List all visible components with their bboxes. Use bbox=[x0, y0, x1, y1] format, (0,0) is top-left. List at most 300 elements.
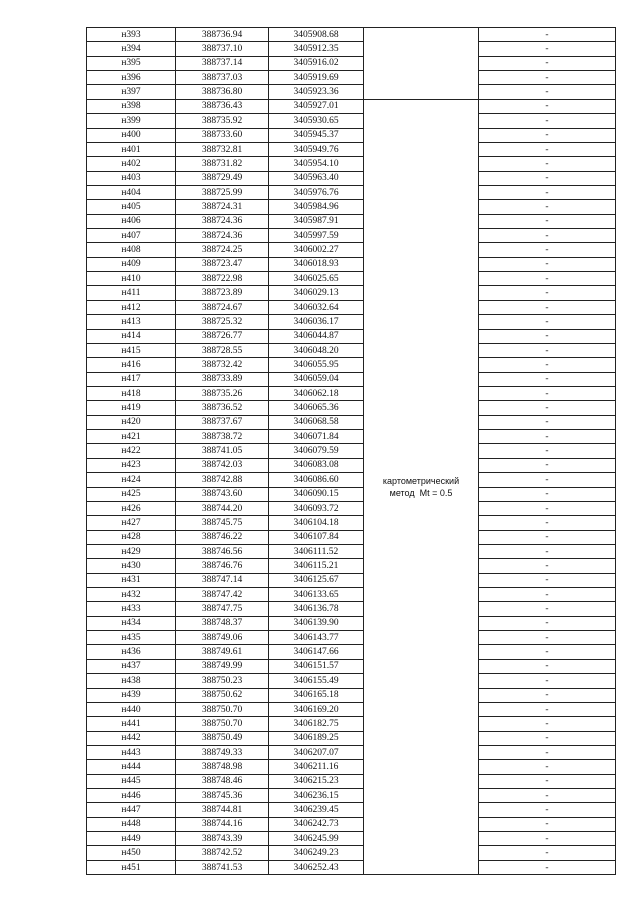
coordinate-y-cell: 3406104.18 bbox=[269, 516, 364, 530]
coordinate-x-cell: 388744.81 bbox=[176, 803, 269, 817]
table-row bbox=[87, 731, 616, 745]
table-row bbox=[87, 185, 616, 199]
coordinate-x-cell: 388737.14 bbox=[176, 56, 269, 70]
table-row bbox=[87, 42, 616, 56]
point-id-cell: н437 bbox=[87, 659, 176, 673]
table-row bbox=[87, 415, 616, 429]
table-row bbox=[87, 71, 616, 85]
coordinate-y-cell: 3406086.60 bbox=[269, 473, 364, 487]
coordinate-y-cell: 3406143.77 bbox=[269, 631, 364, 645]
coordinate-y-cell: 3406111.52 bbox=[269, 544, 364, 558]
coordinate-y-cell: 3406115.21 bbox=[269, 559, 364, 573]
accuracy-dash-cell: - bbox=[479, 157, 616, 171]
coordinate-x-cell: 388735.92 bbox=[176, 114, 269, 128]
point-id-cell: н450 bbox=[87, 846, 176, 860]
accuracy-dash-cell: - bbox=[479, 803, 616, 817]
accuracy-dash-cell: - bbox=[479, 473, 616, 487]
table-row bbox=[87, 300, 616, 314]
point-id-cell: н422 bbox=[87, 444, 176, 458]
point-id-cell: н415 bbox=[87, 343, 176, 357]
table-row bbox=[87, 171, 616, 185]
coordinate-x-cell: 388747.75 bbox=[176, 602, 269, 616]
point-id-cell: н446 bbox=[87, 789, 176, 803]
point-id-cell: н451 bbox=[87, 860, 176, 874]
coordinate-x-cell: 388750.70 bbox=[176, 702, 269, 716]
table-row bbox=[87, 28, 616, 42]
coordinate-x-cell: 388745.75 bbox=[176, 516, 269, 530]
coordinate-y-cell: 3405927.01 bbox=[269, 99, 364, 113]
coordinate-x-cell: 388732.42 bbox=[176, 358, 269, 372]
accuracy-dash-cell: - bbox=[479, 745, 616, 759]
coordinate-x-cell: 388738.72 bbox=[176, 430, 269, 444]
point-id-cell: н401 bbox=[87, 142, 176, 156]
accuracy-dash-cell: - bbox=[479, 789, 616, 803]
coordinate-x-cell: 388726.77 bbox=[176, 329, 269, 343]
coordinate-x-cell: 388749.33 bbox=[176, 745, 269, 759]
coordinate-y-cell: 3406018.93 bbox=[269, 257, 364, 271]
table-row bbox=[87, 315, 616, 329]
coordinate-x-cell: 388725.32 bbox=[176, 315, 269, 329]
point-id-cell: н421 bbox=[87, 430, 176, 444]
accuracy-dash-cell: - bbox=[479, 674, 616, 688]
table-row bbox=[87, 458, 616, 472]
table-row bbox=[87, 659, 616, 673]
coordinate-x-cell: 388722.98 bbox=[176, 272, 269, 286]
coordinate-x-cell: 388736.52 bbox=[176, 401, 269, 415]
accuracy-dash-cell: - bbox=[479, 516, 616, 530]
accuracy-dash-cell: - bbox=[479, 85, 616, 99]
table-row bbox=[87, 674, 616, 688]
accuracy-dash-cell: - bbox=[479, 631, 616, 645]
accuracy-dash-cell: - bbox=[479, 415, 616, 429]
coordinate-y-cell: 3406147.66 bbox=[269, 645, 364, 659]
coordinate-x-cell: 388743.39 bbox=[176, 832, 269, 846]
coordinate-y-cell: 3405945.37 bbox=[269, 128, 364, 142]
accuracy-dash-cell: - bbox=[479, 128, 616, 142]
coordinate-x-cell: 388744.20 bbox=[176, 501, 269, 515]
accuracy-dash-cell: - bbox=[479, 760, 616, 774]
coordinate-y-cell: 3406165.18 bbox=[269, 688, 364, 702]
accuracy-dash-cell: - bbox=[479, 430, 616, 444]
coordinate-x-cell: 388737.67 bbox=[176, 415, 269, 429]
coordinate-y-cell: 3406151.57 bbox=[269, 659, 364, 673]
accuracy-dash-cell: - bbox=[479, 214, 616, 228]
table-row bbox=[87, 760, 616, 774]
coordinate-y-cell: 3406207.07 bbox=[269, 745, 364, 759]
accuracy-dash-cell: - bbox=[479, 717, 616, 731]
table-row bbox=[87, 688, 616, 702]
coordinate-y-cell: 3406025.65 bbox=[269, 272, 364, 286]
coordinate-y-cell: 3406107.84 bbox=[269, 530, 364, 544]
coordinate-x-cell: 388736.43 bbox=[176, 99, 269, 113]
coordinate-x-cell: 388732.81 bbox=[176, 142, 269, 156]
coordinate-y-cell: 3406182.75 bbox=[269, 717, 364, 731]
point-id-cell: н409 bbox=[87, 257, 176, 271]
coordinate-y-cell: 3406211.16 bbox=[269, 760, 364, 774]
coordinate-y-cell: 3405919.69 bbox=[269, 71, 364, 85]
coordinate-y-cell: 3406079.59 bbox=[269, 444, 364, 458]
coordinate-y-cell: 3406245.99 bbox=[269, 832, 364, 846]
accuracy-dash-cell: - bbox=[479, 501, 616, 515]
coordinate-x-cell: 388725.99 bbox=[176, 185, 269, 199]
point-id-cell: н408 bbox=[87, 243, 176, 257]
point-id-cell: н399 bbox=[87, 114, 176, 128]
coordinate-x-cell: 388750.23 bbox=[176, 674, 269, 688]
coordinate-x-cell: 388733.89 bbox=[176, 372, 269, 386]
accuracy-dash-cell: - bbox=[479, 702, 616, 716]
point-id-cell: н418 bbox=[87, 386, 176, 400]
coordinate-y-cell: 3406125.67 bbox=[269, 573, 364, 587]
coordinate-y-cell: 3405984.96 bbox=[269, 200, 364, 214]
accuracy-dash-cell: - bbox=[479, 229, 616, 243]
coordinate-x-cell: 388724.67 bbox=[176, 300, 269, 314]
coordinate-y-cell: 3406059.04 bbox=[269, 372, 364, 386]
point-id-cell: н423 bbox=[87, 458, 176, 472]
table-row bbox=[87, 200, 616, 214]
accuracy-dash-cell: - bbox=[479, 616, 616, 630]
coordinate-x-cell: 388750.49 bbox=[176, 731, 269, 745]
coordinate-y-cell: 3406215.23 bbox=[269, 774, 364, 788]
point-id-cell: н426 bbox=[87, 501, 176, 515]
accuracy-dash-cell: - bbox=[479, 372, 616, 386]
point-id-cell: н414 bbox=[87, 329, 176, 343]
coordinate-y-cell: 3406136.78 bbox=[269, 602, 364, 616]
table-row bbox=[87, 56, 616, 70]
table-row bbox=[87, 631, 616, 645]
point-id-cell: н420 bbox=[87, 415, 176, 429]
table-row bbox=[87, 85, 616, 99]
table-row bbox=[87, 789, 616, 803]
coordinate-x-cell: 388749.61 bbox=[176, 645, 269, 659]
table-row bbox=[87, 559, 616, 573]
point-id-cell: н444 bbox=[87, 760, 176, 774]
accuracy-dash-cell: - bbox=[479, 659, 616, 673]
method-label-line2: метод Mt = 0.5 bbox=[389, 488, 453, 498]
point-id-cell: н429 bbox=[87, 544, 176, 558]
point-id-cell: н438 bbox=[87, 674, 176, 688]
coordinate-x-cell: 388745.36 bbox=[176, 789, 269, 803]
point-id-cell: н405 bbox=[87, 200, 176, 214]
table-row bbox=[87, 832, 616, 846]
point-id-cell: н428 bbox=[87, 530, 176, 544]
coordinate-y-cell: 3406048.20 bbox=[269, 343, 364, 357]
accuracy-dash-cell: - bbox=[479, 243, 616, 257]
table-row bbox=[87, 358, 616, 372]
accuracy-dash-cell: - bbox=[479, 573, 616, 587]
table-row bbox=[87, 774, 616, 788]
table-row bbox=[87, 444, 616, 458]
accuracy-dash-cell: - bbox=[479, 286, 616, 300]
coordinate-x-cell: 388742.03 bbox=[176, 458, 269, 472]
accuracy-dash-cell: - bbox=[479, 185, 616, 199]
accuracy-dash-cell: - bbox=[479, 559, 616, 573]
accuracy-dash-cell: - bbox=[479, 272, 616, 286]
table-row bbox=[87, 645, 616, 659]
table-row bbox=[87, 286, 616, 300]
table-row bbox=[87, 372, 616, 386]
coordinate-y-cell: 3406155.49 bbox=[269, 674, 364, 688]
coordinate-x-cell: 388742.88 bbox=[176, 473, 269, 487]
table-row bbox=[87, 343, 616, 357]
coordinate-x-cell: 388736.80 bbox=[176, 85, 269, 99]
table-row bbox=[87, 229, 616, 243]
coordinate-x-cell: 388743.60 bbox=[176, 487, 269, 501]
coordinate-y-cell: 3406236.15 bbox=[269, 789, 364, 803]
accuracy-dash-cell: - bbox=[479, 774, 616, 788]
coordinates-table bbox=[86, 27, 616, 875]
coordinate-y-cell: 3406093.72 bbox=[269, 501, 364, 515]
table-row bbox=[87, 501, 616, 515]
coordinate-y-cell: 3406090.15 bbox=[269, 487, 364, 501]
accuracy-dash-cell: - bbox=[479, 56, 616, 70]
point-id-cell: н406 bbox=[87, 214, 176, 228]
accuracy-dash-cell: - bbox=[479, 329, 616, 343]
coordinate-x-cell: 388723.89 bbox=[176, 286, 269, 300]
point-id-cell: н443 bbox=[87, 745, 176, 759]
coordinate-x-cell: 388731.82 bbox=[176, 157, 269, 171]
coordinate-y-cell: 3406071.84 bbox=[269, 430, 364, 444]
accuracy-dash-cell: - bbox=[479, 300, 616, 314]
table-row bbox=[87, 717, 616, 731]
point-id-cell: н393 bbox=[87, 28, 176, 42]
table-row bbox=[87, 430, 616, 444]
accuracy-dash-cell: - bbox=[479, 114, 616, 128]
coordinate-x-cell: 388724.36 bbox=[176, 229, 269, 243]
table-row bbox=[87, 516, 616, 530]
accuracy-dash-cell: - bbox=[479, 530, 616, 544]
coordinate-y-cell: 3406133.65 bbox=[269, 588, 364, 602]
coordinate-y-cell: 3406252.43 bbox=[269, 860, 364, 874]
coordinate-x-cell: 388747.42 bbox=[176, 588, 269, 602]
point-id-cell: н412 bbox=[87, 300, 176, 314]
coordinate-y-cell: 3405987.91 bbox=[269, 214, 364, 228]
accuracy-dash-cell: - bbox=[479, 71, 616, 85]
accuracy-dash-cell: - bbox=[479, 200, 616, 214]
accuracy-dash-cell: - bbox=[479, 142, 616, 156]
accuracy-dash-cell: - bbox=[479, 731, 616, 745]
accuracy-dash-cell: - bbox=[479, 860, 616, 874]
coordinate-x-cell: 388746.22 bbox=[176, 530, 269, 544]
point-id-cell: н436 bbox=[87, 645, 176, 659]
accuracy-dash-cell: - bbox=[479, 42, 616, 56]
coordinate-x-cell: 388746.56 bbox=[176, 544, 269, 558]
point-id-cell: н435 bbox=[87, 631, 176, 645]
coordinate-x-cell: 388748.98 bbox=[176, 760, 269, 774]
accuracy-dash-cell: - bbox=[479, 645, 616, 659]
coordinate-x-cell: 388729.49 bbox=[176, 171, 269, 185]
accuracy-dash-cell: - bbox=[479, 401, 616, 415]
method-cell bbox=[364, 99, 479, 874]
table-row bbox=[87, 803, 616, 817]
point-id-cell: н424 bbox=[87, 473, 176, 487]
coordinate-x-cell: 388737.03 bbox=[176, 71, 269, 85]
coordinate-x-cell: 388724.36 bbox=[176, 214, 269, 228]
table-row bbox=[87, 860, 616, 874]
point-id-cell: н395 bbox=[87, 56, 176, 70]
point-id-cell: н430 bbox=[87, 559, 176, 573]
accuracy-dash-cell: - bbox=[479, 358, 616, 372]
point-id-cell: н397 bbox=[87, 85, 176, 99]
coordinate-x-cell: 388748.37 bbox=[176, 616, 269, 630]
coordinate-x-cell: 388724.31 bbox=[176, 200, 269, 214]
accuracy-dash-cell: - bbox=[479, 28, 616, 42]
coordinate-x-cell: 388747.14 bbox=[176, 573, 269, 587]
point-id-cell: н410 bbox=[87, 272, 176, 286]
point-id-cell: н416 bbox=[87, 358, 176, 372]
point-id-cell: н413 bbox=[87, 315, 176, 329]
table-row bbox=[87, 745, 616, 759]
point-id-cell: н434 bbox=[87, 616, 176, 630]
coordinate-x-cell: 388736.94 bbox=[176, 28, 269, 42]
point-id-cell: н427 bbox=[87, 516, 176, 530]
point-id-cell: н404 bbox=[87, 185, 176, 199]
coordinate-y-cell: 3406029.13 bbox=[269, 286, 364, 300]
coordinates-table-body bbox=[87, 28, 616, 875]
table-row bbox=[87, 114, 616, 128]
table-row bbox=[87, 473, 616, 487]
point-id-cell: н447 bbox=[87, 803, 176, 817]
coordinates-sheet bbox=[86, 27, 610, 875]
coordinate-y-cell: 3405997.59 bbox=[269, 229, 364, 243]
coordinate-y-cell: 3406249.23 bbox=[269, 846, 364, 860]
coordinate-y-cell: 3405912.35 bbox=[269, 42, 364, 56]
accuracy-dash-cell: - bbox=[479, 832, 616, 846]
table-row bbox=[87, 99, 616, 113]
coordinate-x-cell: 388737.10 bbox=[176, 42, 269, 56]
coordinate-x-cell: 388723.47 bbox=[176, 257, 269, 271]
accuracy-dash-cell: - bbox=[479, 458, 616, 472]
coordinate-x-cell: 388742.52 bbox=[176, 846, 269, 860]
table-row bbox=[87, 573, 616, 587]
point-id-cell: н407 bbox=[87, 229, 176, 243]
point-id-cell: н449 bbox=[87, 832, 176, 846]
point-id-cell: н403 bbox=[87, 171, 176, 185]
coordinate-y-cell: 3405908.68 bbox=[269, 28, 364, 42]
coordinate-y-cell: 3405949.76 bbox=[269, 142, 364, 156]
coordinate-y-cell: 3406062.18 bbox=[269, 386, 364, 400]
table-row bbox=[87, 702, 616, 716]
coordinate-y-cell: 3405976.76 bbox=[269, 185, 364, 199]
coordinate-x-cell: 388735.26 bbox=[176, 386, 269, 400]
table-row bbox=[87, 487, 616, 501]
coordinate-y-cell: 3405923.36 bbox=[269, 85, 364, 99]
accuracy-dash-cell: - bbox=[479, 386, 616, 400]
table-row bbox=[87, 846, 616, 860]
coordinate-y-cell: 3406002.27 bbox=[269, 243, 364, 257]
table-row bbox=[87, 817, 616, 831]
accuracy-dash-cell: - bbox=[479, 444, 616, 458]
point-id-cell: н441 bbox=[87, 717, 176, 731]
coordinate-y-cell: 3406032.64 bbox=[269, 300, 364, 314]
coordinate-y-cell: 3406065.36 bbox=[269, 401, 364, 415]
coordinate-y-cell: 3406139.90 bbox=[269, 616, 364, 630]
coordinate-x-cell: 388733.60 bbox=[176, 128, 269, 142]
coordinate-x-cell: 388748.46 bbox=[176, 774, 269, 788]
coordinate-y-cell: 3406169.20 bbox=[269, 702, 364, 716]
point-id-cell: н402 bbox=[87, 157, 176, 171]
point-id-cell: н398 bbox=[87, 99, 176, 113]
accuracy-dash-cell: - bbox=[479, 343, 616, 357]
coordinate-y-cell: 3406239.45 bbox=[269, 803, 364, 817]
table-row bbox=[87, 530, 616, 544]
point-id-cell: н417 bbox=[87, 372, 176, 386]
accuracy-dash-cell: - bbox=[479, 602, 616, 616]
coordinate-x-cell: 388749.06 bbox=[176, 631, 269, 645]
coordinate-y-cell: 3406083.08 bbox=[269, 458, 364, 472]
accuracy-dash-cell: - bbox=[479, 846, 616, 860]
table-row bbox=[87, 401, 616, 415]
coordinate-y-cell: 3406068.58 bbox=[269, 415, 364, 429]
accuracy-dash-cell: - bbox=[479, 171, 616, 185]
coordinate-x-cell: 388741.53 bbox=[176, 860, 269, 874]
coordinate-x-cell: 388750.70 bbox=[176, 717, 269, 731]
coordinate-x-cell: 388749.99 bbox=[176, 659, 269, 673]
table-row bbox=[87, 588, 616, 602]
accuracy-dash-cell: - bbox=[479, 588, 616, 602]
table-row bbox=[87, 544, 616, 558]
point-id-cell: н411 bbox=[87, 286, 176, 300]
point-id-cell: н432 bbox=[87, 588, 176, 602]
point-id-cell: н442 bbox=[87, 731, 176, 745]
coordinate-y-cell: 3406044.87 bbox=[269, 329, 364, 343]
table-row bbox=[87, 272, 616, 286]
table-row bbox=[87, 257, 616, 271]
accuracy-dash-cell: - bbox=[479, 99, 616, 113]
point-id-cell: н400 bbox=[87, 128, 176, 142]
coordinate-y-cell: 3405930.65 bbox=[269, 114, 364, 128]
point-id-cell: н394 bbox=[87, 42, 176, 56]
coordinate-x-cell: 388724.25 bbox=[176, 243, 269, 257]
accuracy-dash-cell: - bbox=[479, 257, 616, 271]
coordinate-x-cell: 388728.55 bbox=[176, 343, 269, 357]
accuracy-dash-cell: - bbox=[479, 315, 616, 329]
coordinate-y-cell: 3406055.95 bbox=[269, 358, 364, 372]
table-row bbox=[87, 157, 616, 171]
table-row bbox=[87, 128, 616, 142]
point-id-cell: н445 bbox=[87, 774, 176, 788]
point-id-cell: н419 bbox=[87, 401, 176, 415]
table-row bbox=[87, 329, 616, 343]
point-id-cell: н439 bbox=[87, 688, 176, 702]
coordinate-y-cell: 3406242.73 bbox=[269, 817, 364, 831]
table-row bbox=[87, 602, 616, 616]
method-cell-upper bbox=[364, 28, 479, 100]
coordinate-y-cell: 3405916.02 bbox=[269, 56, 364, 70]
coordinate-y-cell: 3405963.40 bbox=[269, 171, 364, 185]
point-id-cell: н440 bbox=[87, 702, 176, 716]
accuracy-dash-cell: - bbox=[479, 688, 616, 702]
table-row bbox=[87, 142, 616, 156]
point-id-cell: н425 bbox=[87, 487, 176, 501]
table-row bbox=[87, 386, 616, 400]
coordinate-x-cell: 388744.16 bbox=[176, 817, 269, 831]
point-id-cell: н396 bbox=[87, 71, 176, 85]
table-row bbox=[87, 616, 616, 630]
accuracy-dash-cell: - bbox=[479, 544, 616, 558]
point-id-cell: н448 bbox=[87, 817, 176, 831]
coordinate-y-cell: 3406036.17 bbox=[269, 315, 364, 329]
point-id-cell: н431 bbox=[87, 573, 176, 587]
coordinate-x-cell: 388746.76 bbox=[176, 559, 269, 573]
table-row bbox=[87, 214, 616, 228]
table-row bbox=[87, 243, 616, 257]
method-label-line1: картометрический bbox=[382, 476, 460, 486]
accuracy-dash-cell: - bbox=[479, 817, 616, 831]
point-id-cell: н433 bbox=[87, 602, 176, 616]
coordinate-x-cell: 388741.05 bbox=[176, 444, 269, 458]
coordinate-x-cell: 388750.62 bbox=[176, 688, 269, 702]
coordinate-y-cell: 3405954.10 bbox=[269, 157, 364, 171]
